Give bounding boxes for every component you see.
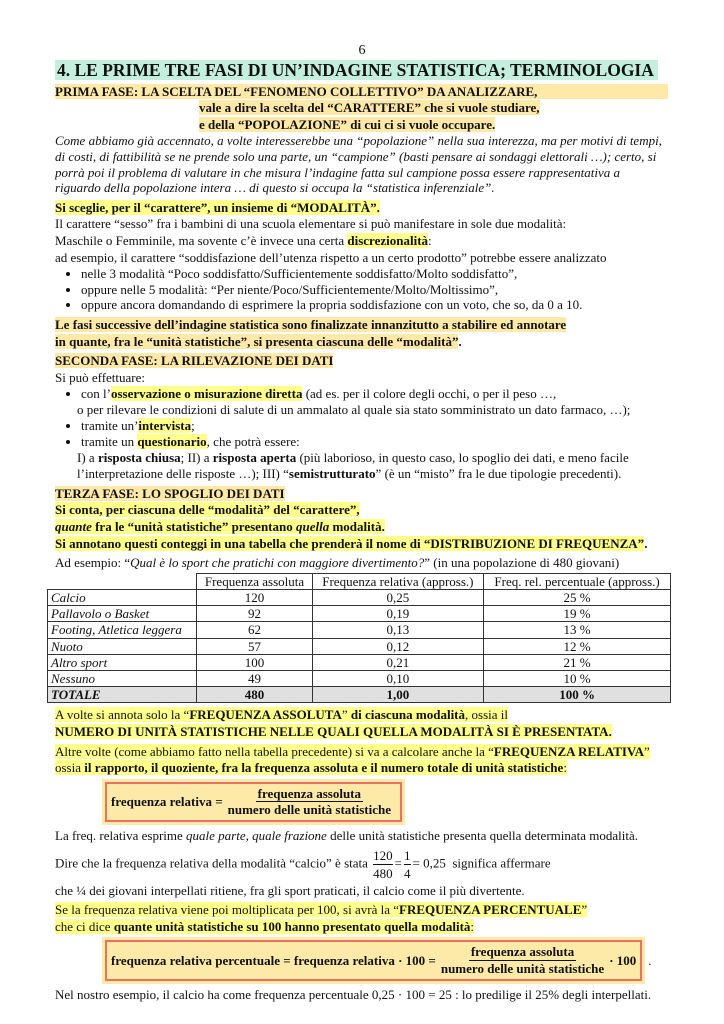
table-row <box>48 671 671 687</box>
text-run: ” <box>581 902 588 918</box>
paragraph <box>55 902 668 918</box>
text-run: tramite un <box>81 434 138 450</box>
text-run: il rapporto, il quoziente, fra la frequenza assoluta e il numero totale di unità statistiche <box>84 760 564 776</box>
paragraph <box>55 707 668 723</box>
page-number: 6 <box>358 43 366 58</box>
text-run: : <box>563 760 567 776</box>
paragraph <box>55 724 668 740</box>
paragraph <box>55 760 668 776</box>
table-header-row <box>48 573 671 589</box>
text-run: nelle 3 modalità “Poco soddisfatto/Sufficientemente soddisfatto/Molto soddisfatto”, <box>81 266 518 282</box>
text-run: Altre volte (come abbiamo fatto nella tabella precedente) si va a calcolare anche la “ <box>55 743 494 759</box>
table-cell: TOTALE <box>48 687 197 703</box>
paragraph <box>55 334 668 350</box>
text-run: quella <box>295 519 330 535</box>
text-run: ossia <box>55 760 85 776</box>
paragraph <box>55 919 668 935</box>
text-run: risposta chiusa <box>97 449 181 465</box>
table-cell: Altro sport <box>48 654 197 670</box>
table-cell: 480 <box>197 687 312 703</box>
text-run: discrezionalità <box>347 232 429 248</box>
text-run: Se la frequenza relativa viene poi moltiplicata per 100, si avrà la “ <box>55 902 399 918</box>
phases-1-2-3-text <box>55 84 668 571</box>
text-run: , ossia il <box>465 707 508 723</box>
absolute-relative-text <box>55 707 668 775</box>
text-run: , che potrà essere: <box>206 434 300 450</box>
list-item <box>81 266 668 282</box>
text-run: Le fasi successive dell’indagine statistica sono finalizzate innanzitutto a stabilire ed annotare <box>55 316 567 332</box>
text-run: FREQUENZA RELATIVA <box>493 743 645 759</box>
final-example: Nel nostro esempio, il calcio ha come frequenza percentuale 0,25 · 100 = 25 : lo predilige il 25% degli interpellati. <box>55 986 652 1002</box>
table-cell: 21 % <box>484 654 671 670</box>
table-cell: Footing, Atletica leggera <box>48 622 197 638</box>
percentage-frequency-formula: frequenza relativa percentuale = frequenza relativa · 100 = $\frac{\text{frequenza assoluta}}{\text{numero delle unità statistiche}}$ · 100 <box>105 940 642 980</box>
table-cell: 13 % <box>484 622 671 638</box>
bullet-list <box>55 418 668 449</box>
paragraph <box>55 402 668 418</box>
text-run: Si può effettuare: <box>55 369 146 385</box>
text-run: ” <box>341 707 351 723</box>
table-cell: 92 <box>197 606 312 622</box>
table-cell: 10 % <box>484 671 671 687</box>
text-run: in quante, fra le “unità statistiche”, si presenta ciascuna delle “modalità” <box>55 333 459 349</box>
table-cell: 0,25 <box>312 590 484 606</box>
table-cell: 0,13 <box>312 622 484 638</box>
paragraph <box>55 486 668 502</box>
table-cell: 49 <box>197 671 312 687</box>
paragraph <box>55 317 668 333</box>
paragraph <box>55 233 668 249</box>
text-run: delle unità statistiche presenta quella determinata modalità. <box>326 828 639 843</box>
text-run: I) a <box>77 449 98 465</box>
paragraph <box>55 519 668 535</box>
table-cell: Pallavolo o Basket <box>48 606 197 622</box>
list-item <box>81 282 668 298</box>
table-cell: 1,00 <box>312 687 484 703</box>
table-cell: 19 % <box>484 606 671 622</box>
table-cell: 62 <box>197 622 312 638</box>
paragraph <box>55 744 668 760</box>
text-run: ; <box>191 418 195 434</box>
paragraph <box>55 133 668 195</box>
text-run: intervista <box>138 418 192 434</box>
text-run: . <box>458 333 462 349</box>
text-run: Come abbiamo già accennato, a volte interesserebbe una “popolazione” nella sua interezza, ma per motivi di tempi, di costi, di fattibilità se ne prende solo una parte, un “campione” (basti pensare ai sondaggi elettorali …); certo, si porrà poi il problema di valutare in che misura l’indagine fatta sul campione possa essere rappresentativa a riguardo della popolazione intera … di questo si occupa la “statistica inferenziale”. <box>55 133 662 196</box>
calcio-example: Dire che la frequenza relativa della modalità “calcio” è stata $\frac{120}{480}$ = $\frac{1}{4}$ = 0,25 significa affermare <box>55 847 551 881</box>
paragraph <box>55 200 668 216</box>
text-run: di ciascuna modalità <box>350 707 466 723</box>
paragraph <box>55 536 668 552</box>
text-run: con l’ <box>81 386 111 402</box>
text-run: e della “POPOLAZIONE” di cui ci si vuole occupare. <box>199 116 496 132</box>
text-run: Si conta, per ciascuna delle “modalità” del “carattere”, <box>55 502 360 518</box>
text-run: . <box>644 535 648 551</box>
text-run: modalità. <box>329 519 385 535</box>
table-cell: 0,12 <box>312 638 484 654</box>
text-run: NUMERO DI UNITÀ STATISTICHE NELLE QUALI QUELLA MODALITÀ SI È PRESENTATA. <box>55 724 612 740</box>
bullet-list <box>55 386 668 402</box>
text-run: oppure nelle 5 modalità: “Per niente/Poco/Sufficientemente/Molto/Moltissimo”, <box>81 281 499 297</box>
relative-frequency-explanation <box>55 828 668 844</box>
text-run: ; II) a <box>180 449 213 465</box>
paragraph <box>55 353 668 369</box>
table-cell: Calcio <box>48 590 197 606</box>
paragraph <box>55 250 668 266</box>
text-run: , <box>534 83 538 99</box>
paragraph <box>55 216 668 232</box>
paragraph <box>55 466 668 482</box>
list-item <box>81 418 668 434</box>
text-run: SECONDA FASE: LA RILEVAZIONE DEI DATI <box>55 353 334 369</box>
text-run: : <box>428 232 432 248</box>
text-run: oppure ancora domandando di esprimere la propria soddisfazione con un voto, che so, da 0 a 10. <box>81 297 583 313</box>
relative-frequency-formula: frequenza relativa = $\frac{\text{frequenza assoluta}}{\text{numero delle unità statistiche}}$ <box>105 782 402 822</box>
table-cell: 0,21 <box>312 654 484 670</box>
table-row <box>48 590 671 606</box>
text-run: (ad es. per il colore degli occhi, o per il peso …, <box>302 386 557 402</box>
text-run: FREQUENZA PERCENTUALE <box>399 902 582 918</box>
paragraph <box>55 117 668 133</box>
text-run: FREQUENZA ASSOLUTA <box>189 707 342 723</box>
table-row <box>48 687 671 703</box>
text-run: questionario <box>137 434 207 450</box>
text-run: semistrutturato <box>288 466 376 482</box>
text-run: o per rilevare le condizioni di salute di un ammalato al quale sia stato somministrato un dato farmaco, …); <box>77 401 631 417</box>
text-run: fra le “unità statistiche” presentano <box>91 519 296 535</box>
table-row <box>48 638 671 654</box>
bullet-list <box>55 266 668 313</box>
table-cell: 12 % <box>484 638 671 654</box>
table-row <box>48 654 671 670</box>
list-item <box>81 297 668 313</box>
text-run: l’interpretazione delle risposte …); III) “ <box>77 466 289 482</box>
table-row <box>48 606 671 622</box>
text-run: vale a dire la scelta del “CARATTERE” che si vuole studiare, <box>199 100 540 116</box>
text-run: risposta aperta <box>212 449 297 465</box>
percentage-text <box>55 902 668 934</box>
table-cell: 25 % <box>484 590 671 606</box>
text-run: Qual è lo sport che pratichi con maggiore divertimento? <box>130 555 425 571</box>
text-run: quante <box>55 519 92 535</box>
text-run: : <box>470 918 475 934</box>
text-run: A volte si annota solo la “ <box>55 707 190 723</box>
paragraph <box>55 370 668 386</box>
text-run: (più laborioso, in questo caso, lo spoglio dei dati, e meno facile <box>296 449 629 465</box>
calcio-interpretation: che ¼ dei giovani interpellati ritiene, fra gli sport praticati, il calcio come il più divertente. <box>55 882 525 898</box>
table-cell: 0,19 <box>312 606 484 622</box>
paragraph <box>55 450 668 466</box>
paragraph <box>55 555 668 571</box>
text-run: ad esempio, il carattere “soddisfazione dell’utenza rispetto a un certo prodotto” potrebbe essere analizzato <box>55 249 607 265</box>
table-cell: 100 <box>197 654 312 670</box>
col-header: Frequenza relativa (appross.) <box>312 573 484 589</box>
text-run: Si sceglie, per il “carattere”, un insieme di “MODALITÀ”. <box>55 199 380 215</box>
frequency-distribution-table <box>47 573 671 704</box>
paragraph <box>55 84 668 100</box>
table-cell: 0,10 <box>312 671 484 687</box>
paragraph <box>55 100 668 116</box>
table-cell: 120 <box>197 590 312 606</box>
table-cell: Nessuno <box>48 671 197 687</box>
text-run: Ad esempio: “ <box>55 555 131 571</box>
col-header: Freq. rel. percentuale (appross.) <box>484 573 671 589</box>
text-run: Il carattere “sesso” fra i bambini di una scuola elementare si può manifestare in sole due modalità: <box>55 216 567 232</box>
list-item <box>81 434 668 450</box>
text-run: PRIMA FASE: LA SCELTA DEL “FENOMENO COLLETTIVO” DA ANALIZZARE <box>55 83 535 99</box>
text-run: TERZA FASE: LO SPOGLIO DEI DATI <box>55 485 285 501</box>
text-run: ” (in una popolazione di 480 giovani) <box>424 555 620 571</box>
list-item <box>81 386 668 402</box>
text-run: ” <box>644 743 650 759</box>
section-heading: 4. LE PRIME TRE FASI DI UN’INDAGINE STATISTICA; TERMINOLOGIA <box>55 60 668 81</box>
col-header: Frequenza assoluta <box>197 573 312 589</box>
text-run: Maschile o Femminile, ma sovente c’è invece una certa <box>55 232 348 248</box>
text-run: quante unità statistiche su 100 hanno presentato quella modalità <box>113 918 471 934</box>
text-run: quale parte, quale frazione <box>186 828 327 843</box>
table-cell: Nuoto <box>48 638 197 654</box>
document-page: 6 4. LE PRIME TRE FASI DI UN’INDAGINE STATISTICA; TERMINOLOGIA PRIMA FASE: LA SCELTA DEL “FENOMENO COLLETTIVO” DA ANALIZZARE, vale a dire la scelta del “CARATTERE” che si vuole studiare, e della “POPOLAZIONE” di cui ci si vuole occupare. Come abbiamo già accennato, a volte interesserebbe una “popolazione” nella sua interezza, ma per motivi di tempi, di costi, di fattibilità se ne prende solo una parte, un “campione” (basti pensare ai sondaggi elettorali …); certo, si porrà poi il problema di valutare in che misura l’indagine fatta sul campione possa essere rappresentativa a riguardo della popolazione intera … di questo si occupa la “statistica inferenziale”. Si sceglie, per il “carattere”, un insieme di “MODALITÀ”. Il carattere “sesso” fra i bambini di una scuola elementare si può manifestare in sole due modalità: Maschile o Femminile, ma sovente c’è invece una certa discrezionalità: ad esempio, il carattere “soddisfazione dell’utenza rispetto a un certo prodotto” potrebbe essere analizzato • nelle 3 modalità “Poco soddisfatto/Sufficientemente soddisfatto/Molto soddisfatto”, • oppure nelle 5 modalità: “Per niente/Poco/Sufficientemente/Molto/Moltissimo”, • oppure ancora domandando di esprimere la propria soddisfazione con un voto, che so, da 0 a 10. Le fasi successive dell’indagine statistica sono finalizzate innanzitutto a stabilire ed annotare in quante, fra le “unità statistiche”, si presenta ciascuna delle “modalità”. SECONDA FASE: LA RILEVAZIONE DEI DATI Si può effettuare: • con l’osservazione o misurazione diretta (ad es. per il colore degli occhi, o per il peso …, o per rilevare le condizioni di salute di un ammalato al quale sia stato somministrato un dato farmaco, …); • tramite un’intervista; • tramite un questionario, che potrà essere: I) a risposta chiusa; II) a risposta aperta (più laborioso, in questo caso, lo spoglio dei dati, e meno facile l’interpretazione delle risposte …); III) “semistrutturato” (è un “misto” fra le due tipologie precedenti). TERZA FASE: LO SPOGLIO DEI DATI Si conta, per ciascuna delle “modalità” del “carattere”, quante fra le “unità statistiche” presentano quella modalità. Si annotano questi conteggi in una tabella che prenderà il nome di “DISTRIBUZIONE DI FREQUENZA”. Ad esempio: “Qual è lo sport che pratichi con maggiore divertimento?” (in una popolazione di 480 giovani) Frequenza assoluta Frequenza relativa (appross.) Freq. rel. percentuale (appross.) Calcio 120 0,25 25 % Pallavolo o Basket 92 0,19 19 % Footing, Atletica leggera 62 0,13 13 % Nuoto 57 0,12 12 % Altro sport 100 0,21 21 % Nessuno 49 0,10 10 % TOTALE 480 1,00 100 % A volte si annota solo la “FREQUENZA ASSOLUTA” di ciascuna modalità, ossia il NUMERO DI UNITÀ STATISTICHE NELLE QUALI QUELLA MODALITÀ SI È PRESENTATA. Altre volte (come abbiamo fatto nella tabella precedente) si va a calcolare anche la “FREQUENZA RELATIVA” ossia il rapporto, il quoziente, fra la frequenza assoluta e il numero totale di unità statistiche: frequenza relativa = $\frac{\text{frequenza assoluta}}{\text{numero delle unità statistiche}}$ La freq. relativa esprime quale parte, quale frazione delle unità statistiche presenta quella determinata modalità. Dire che la frequenza relativa della modalità “calcio” è stata $\frac{120}{480}$ = $\frac{1}{4}$ = 0,25 significa affermare che ¼ dei giovani interpellati ritiene, fra gli sport praticati, il calcio come il più divertente. Se la frequenza relativa viene poi moltiplicata per 100, si avrà la “FREQUENZA PERCENTUALE” che ci dice quante unità statistiche su 100 hanno presentato quella modalità: frequenza relativa percentuale = frequenza relativa · 100 = $\frac{\text{frequenza assoluta}}{\text{numero delle unità statistiche}}$ · 100 . Nel nostro esempio, il calcio ha come frequenza percentuale 0,25 · 100 = 25 : lo predilige il 25% degli interpellati. <box>0 0 724 1024</box>
text-run: La freq. relativa esprime <box>55 828 187 843</box>
text-run: osservazione o misurazione diretta <box>110 386 303 402</box>
text-run: Si annotano questi conteggi in una tabella che prenderà il nome di “DISTRIBUZIONE DI FREQUENZA” <box>55 535 645 551</box>
table-row <box>48 622 671 638</box>
text-run: ” (è un “misto” fra le due tipologie precedenti). <box>375 466 622 482</box>
text-run: che ci dice <box>55 918 114 934</box>
text-run: tramite un’ <box>81 418 139 434</box>
paragraph <box>55 502 668 518</box>
table-cell: 57 <box>197 638 312 654</box>
table-cell: 100 % <box>484 687 671 703</box>
